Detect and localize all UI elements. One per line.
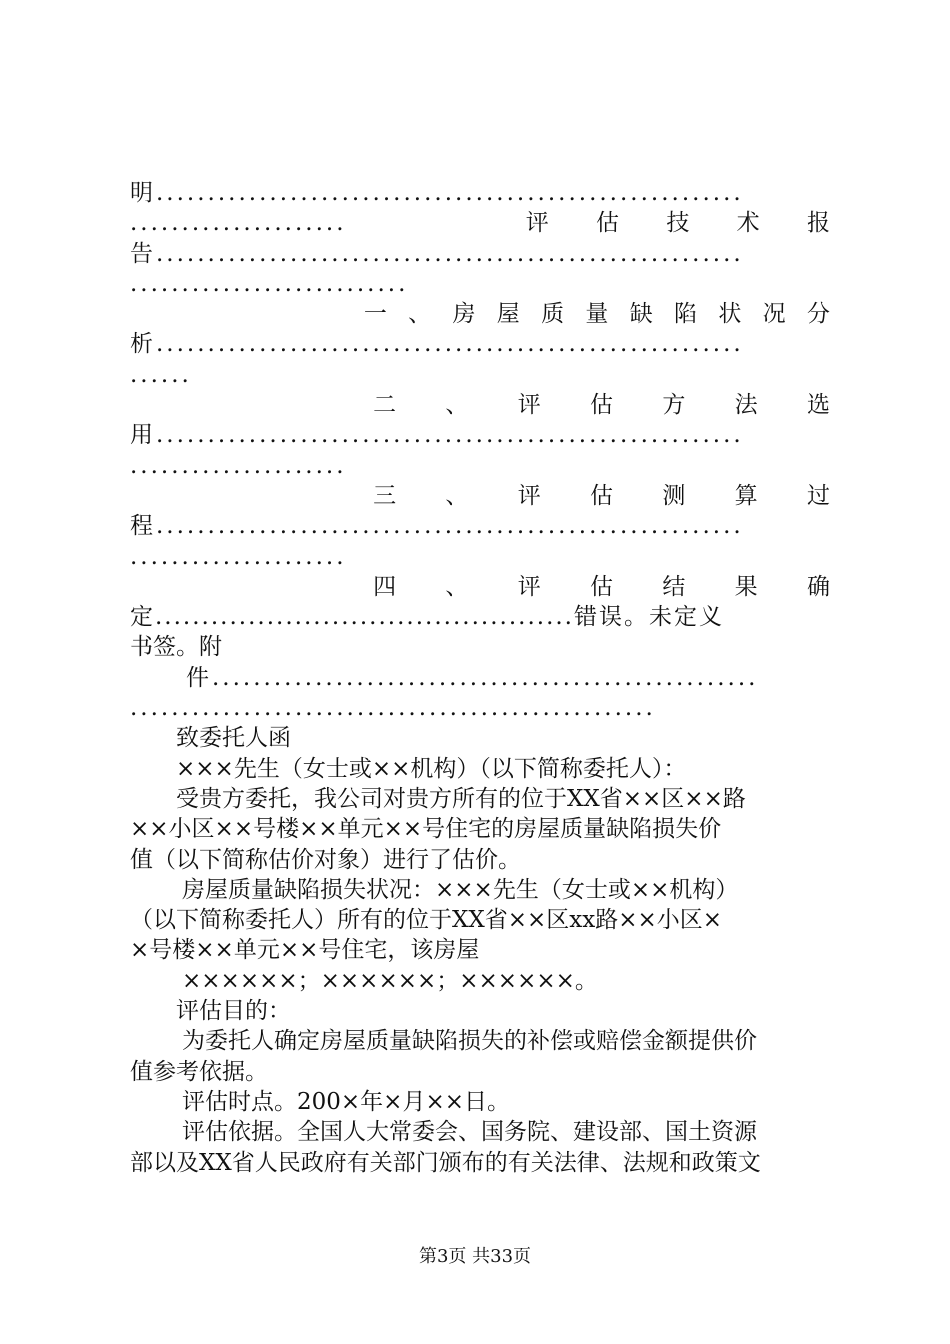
paragraph-line: ×××先生（女士或××机构）（以下简称委托人）： (176, 755, 687, 782)
paragraph-line: 评估目的： (176, 998, 291, 1025)
letter-heading: 致委托人函 (176, 725, 291, 752)
toc-line: 程......................................................... (130, 513, 744, 540)
paragraph-line: 值参考依据。 (130, 1058, 268, 1085)
paragraph-line: 评估时点。200×年×月××日。 (182, 1088, 510, 1115)
paragraph-line: 受贵方委托，我公司对贵方所有的位于XX省××区××路 (176, 785, 746, 812)
toc-line: 明......................................................... (130, 180, 744, 206)
paragraph-line: 房屋质量缺陷损失状况：×××先生（女士或××机构） (182, 876, 739, 903)
toc-line (130, 208, 830, 238)
toc-dots: ..................... (130, 210, 347, 237)
toc-section-title: 二 、 评 估 方 法 选 (373, 392, 830, 419)
toc-line: ..................... (130, 543, 347, 570)
toc-section-title: 四 、 评 估 结 果 确 (373, 573, 830, 600)
toc-section-title: 一 、 房 屋 质 量 缺 陷 状 况 分 (363, 301, 830, 328)
paragraph-line: ××小区××号楼××单元××号住宅的房屋质量缺陷损失价 (130, 816, 722, 843)
toc-line: ...... (130, 361, 192, 388)
toc-line: 析......................................................... (130, 331, 744, 358)
paragraph-line: 部以及XX省人民政府有关部门颁布的有关法律、法规和政策文 (130, 1149, 761, 1176)
page-number-footer: 第3页 共33页 (418, 1246, 532, 1267)
paragraph-line: 为委托人确定房屋质量缺陷损失的补偿或赔偿金额提供价 (182, 1028, 757, 1055)
toc-line: 定.............................................错误。未定义 (130, 604, 724, 631)
toc-line: ........................... (130, 270, 409, 297)
paragraph-line: 值（以下简称估价对象）进行了估价。 (130, 846, 521, 873)
toc-line: 告......................................................... (130, 240, 744, 267)
paragraph-line: ×号楼××单元××号住宅，该房屋 (130, 937, 480, 964)
toc-line: 件..................................................... (186, 664, 759, 691)
toc-section-title: 三 、 评 估 测 算 过 (373, 482, 830, 509)
toc-section-title: 评 估 技 术 报 (525, 210, 830, 237)
paragraph-line: 评估依据。全国人大常委会、国务院、建设部、国土资源 (182, 1119, 757, 1146)
toc-line: 书签。附 (130, 634, 222, 661)
paragraph-line: ××××××；××××××；××××××。 (182, 967, 598, 994)
toc-line: ..................... (130, 452, 347, 479)
paragraph-line: （以下简称委托人）所有的位于XX省××区xx路××小区× (130, 907, 723, 934)
document-content (130, 178, 830, 1178)
toc-line: 用......................................................... (130, 422, 744, 449)
toc-line: ................................................... (130, 695, 656, 722)
